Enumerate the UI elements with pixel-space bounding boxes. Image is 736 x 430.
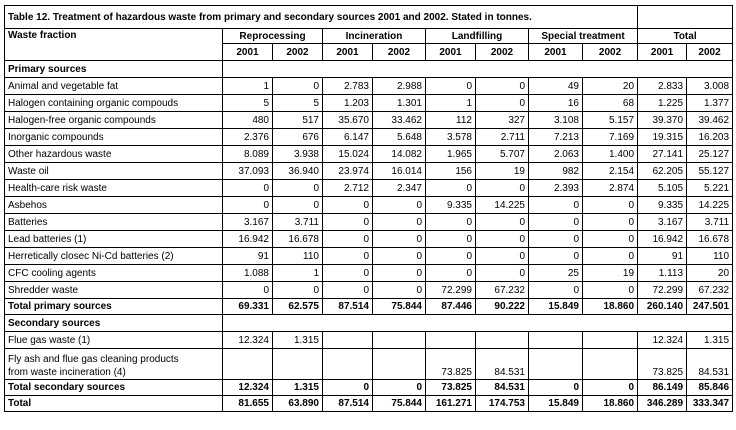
value-cell: 9.335 [638, 197, 687, 214]
value-cell: 16.678 [687, 231, 733, 248]
secondary-section-row [5, 315, 733, 332]
value-cell: 0 [583, 282, 638, 299]
value-cell: 0 [223, 282, 273, 299]
row-label-line: Fly ash and flue gas cleaning products [8, 354, 179, 365]
value-cell: 69.331 [223, 299, 273, 315]
value-cell: 90.222 [476, 299, 529, 315]
table-row [5, 214, 733, 231]
table-row [5, 95, 733, 112]
value-cell: 0 [426, 180, 476, 197]
row-label: Animal and vegetable fat [5, 78, 223, 95]
secondary-total-row [5, 380, 733, 396]
value-cell: 0 [426, 231, 476, 248]
value-cell: 2.154 [583, 163, 638, 180]
value-cell: 0 [373, 265, 426, 282]
value-cell: 0 [583, 248, 638, 265]
value-cell: 1.203 [323, 95, 373, 112]
primary-total-label: Total primary sources [5, 299, 223, 315]
value-cell: 25 [529, 265, 583, 282]
value-cell: 39.462 [687, 112, 733, 129]
value-cell: 0 [529, 282, 583, 299]
value-cell [323, 332, 373, 349]
value-cell: 110 [273, 248, 323, 265]
value-cell: 1.315 [273, 380, 323, 396]
value-cell: 1.301 [373, 95, 426, 112]
primary-total-row [5, 299, 733, 315]
value-cell: 63.890 [273, 396, 323, 412]
value-cell: 91 [223, 248, 273, 265]
year-header: 2001 [323, 44, 373, 61]
value-cell: 0 [323, 197, 373, 214]
group-landfilling: Landfilling [426, 29, 529, 44]
value-cell: 19 [583, 265, 638, 282]
value-cell: 6.147 [323, 129, 373, 146]
grand-total-label: Total [5, 396, 223, 412]
value-cell: 12.324 [223, 332, 273, 349]
waste-table-sheet [4, 5, 732, 426]
value-cell: 67.232 [687, 282, 733, 299]
value-cell: 1.965 [426, 146, 476, 163]
value-cell: 1.088 [223, 265, 273, 282]
group-incineration: Incineration [323, 29, 426, 44]
value-cell [273, 349, 323, 380]
value-cell: 16.678 [273, 231, 323, 248]
year-header: 2002 [373, 44, 426, 61]
year-header: 2001 [529, 44, 583, 61]
value-cell: 0 [583, 380, 638, 396]
value-cell: 39.370 [638, 112, 687, 129]
value-cell [373, 349, 426, 380]
table-row [5, 197, 733, 214]
row-label: Asbehos [5, 197, 223, 214]
value-cell: 0 [529, 248, 583, 265]
primary-rows [5, 78, 733, 299]
value-cell: 75.844 [373, 299, 426, 315]
value-cell: 5.707 [476, 146, 529, 163]
value-cell: 27.141 [638, 146, 687, 163]
value-cell: 0 [223, 197, 273, 214]
value-cell: 25.127 [687, 146, 733, 163]
value-cell [373, 332, 426, 349]
value-cell: 2.833 [638, 78, 687, 95]
value-cell: 0 [273, 78, 323, 95]
value-cell: 0 [373, 214, 426, 231]
value-cell: 2.347 [373, 180, 426, 197]
value-cell: 7.213 [529, 129, 583, 146]
row-label: Batteries [5, 214, 223, 231]
group-reprocessing: Reprocessing [223, 29, 323, 44]
value-cell: 346.289 [638, 396, 687, 412]
value-cell: 3.938 [273, 146, 323, 163]
value-cell: 2.376 [223, 129, 273, 146]
value-cell: 84.531 [687, 349, 733, 380]
value-cell: 86.149 [638, 380, 687, 396]
table-row [5, 78, 733, 95]
section-blank-cell [223, 61, 733, 78]
section-blank-cell [223, 315, 733, 332]
row-label: Lead batteries (1) [5, 231, 223, 248]
value-cell: 3.167 [638, 214, 687, 231]
value-cell: 517 [273, 112, 323, 129]
table-row [5, 129, 733, 146]
value-cell: 18.860 [583, 396, 638, 412]
value-cell: 0 [426, 248, 476, 265]
value-cell: 16.014 [373, 163, 426, 180]
value-cell: 55.127 [687, 163, 733, 180]
value-cell: 72.299 [426, 282, 476, 299]
value-cell: 15.849 [529, 396, 583, 412]
value-cell: 0 [529, 197, 583, 214]
value-cell [529, 332, 583, 349]
row-label: Shredder waste [5, 282, 223, 299]
value-cell: 62.575 [273, 299, 323, 315]
value-cell [583, 349, 638, 380]
waste-table [4, 5, 733, 412]
value-cell: 3.711 [687, 214, 733, 231]
value-cell [426, 332, 476, 349]
value-cell: 3.108 [529, 112, 583, 129]
value-cell: 1.377 [687, 95, 733, 112]
value-cell: 5.105 [638, 180, 687, 197]
value-cell: 2.063 [529, 146, 583, 163]
value-cell: 67.232 [476, 282, 529, 299]
value-cell: 0 [323, 214, 373, 231]
secondary-total-label: Total secondary sources [5, 380, 223, 396]
value-cell: 16.203 [687, 129, 733, 146]
value-cell: 2.988 [373, 78, 426, 95]
value-cell: 5.221 [687, 180, 733, 197]
value-cell: 0 [273, 180, 323, 197]
value-cell [529, 349, 583, 380]
table-row [5, 112, 733, 129]
value-cell: 84.531 [476, 349, 529, 380]
table-row [5, 146, 733, 163]
row-label: Herretically closec Ni-Cd batteries (2) [5, 248, 223, 265]
value-cell: 982 [529, 163, 583, 180]
value-cell: 0 [273, 282, 323, 299]
value-cell: 2.783 [323, 78, 373, 95]
value-cell: 0 [476, 231, 529, 248]
table-row [5, 332, 733, 349]
value-cell: 3.711 [273, 214, 323, 231]
value-cell: 1 [273, 265, 323, 282]
value-cell: 0 [323, 231, 373, 248]
value-cell: 0 [323, 380, 373, 396]
row-label: Halogen containing organic compouds [5, 95, 223, 112]
value-cell [476, 332, 529, 349]
value-cell: 87.514 [323, 299, 373, 315]
table-row [5, 180, 733, 197]
value-cell: 20 [687, 265, 733, 282]
value-cell: 14.225 [687, 197, 733, 214]
value-cell: 0 [476, 95, 529, 112]
table-row [5, 231, 733, 248]
title-row [5, 6, 733, 29]
value-cell: 7.169 [583, 129, 638, 146]
value-cell: 87.514 [323, 396, 373, 412]
value-cell: 1.400 [583, 146, 638, 163]
value-cell: 2.393 [529, 180, 583, 197]
value-cell: 36.940 [273, 163, 323, 180]
value-cell: 15.849 [529, 299, 583, 315]
value-cell: 16.942 [223, 231, 273, 248]
row-label: Waste oil [5, 163, 223, 180]
value-cell: 0 [529, 380, 583, 396]
value-cell: 161.271 [426, 396, 476, 412]
value-cell [583, 332, 638, 349]
value-cell: 16 [529, 95, 583, 112]
value-cell: 15.024 [323, 146, 373, 163]
value-cell: 0 [583, 197, 638, 214]
value-cell: 260.140 [638, 299, 687, 315]
value-cell: 0 [273, 197, 323, 214]
value-cell: 1.225 [638, 95, 687, 112]
value-cell: 0 [373, 248, 426, 265]
value-cell: 0 [476, 265, 529, 282]
value-cell: 0 [529, 231, 583, 248]
row-label: Halogen-free organic compounds [5, 112, 223, 129]
value-cell: 0 [476, 180, 529, 197]
value-cell: 12.324 [223, 380, 273, 396]
value-cell: 73.825 [426, 349, 476, 380]
value-cell: 75.844 [373, 396, 426, 412]
value-cell: 3.167 [223, 214, 273, 231]
value-cell: 2.711 [476, 129, 529, 146]
value-cell: 33.462 [373, 112, 426, 129]
value-cell: 20 [583, 78, 638, 95]
value-cell: 8.089 [223, 146, 273, 163]
value-cell: 5.157 [583, 112, 638, 129]
value-cell: 37.093 [223, 163, 273, 180]
row-label: Flue gas waste (1) [5, 332, 223, 349]
value-cell: 327 [476, 112, 529, 129]
secondary-section-label: Secondary sources [5, 315, 223, 332]
value-cell: 1.113 [638, 265, 687, 282]
year-header: 2002 [583, 44, 638, 61]
value-cell: 16.942 [638, 231, 687, 248]
group-total: Total [638, 29, 733, 44]
value-cell: 3.008 [687, 78, 733, 95]
value-cell: 480 [223, 112, 273, 129]
grand-total-row [5, 396, 733, 412]
value-cell [323, 349, 373, 380]
value-cell: 5 [273, 95, 323, 112]
value-cell: 0 [426, 265, 476, 282]
row-label [5, 349, 223, 380]
row-label: Other hazardous waste [5, 146, 223, 163]
value-cell: 0 [426, 78, 476, 95]
value-cell: 19 [476, 163, 529, 180]
table-row [5, 265, 733, 282]
value-cell: 676 [273, 129, 323, 146]
value-cell: 5 [223, 95, 273, 112]
value-cell: 84.531 [476, 380, 529, 396]
table-title: Table 12. Treatment of hazardous waste from primary and secondary sources 2001 and 2002. Stated in tonnes. [5, 6, 638, 29]
value-cell: 0 [323, 248, 373, 265]
value-cell: 72.299 [638, 282, 687, 299]
value-cell: 85.846 [687, 380, 733, 396]
row-label-line: from waste incineration (4) [8, 367, 126, 378]
value-cell: 14.225 [476, 197, 529, 214]
value-cell: 1 [223, 78, 273, 95]
primary-section-row [5, 61, 733, 78]
value-cell: 91 [638, 248, 687, 265]
value-cell: 0 [476, 78, 529, 95]
value-cell: 174.753 [476, 396, 529, 412]
year-header: 2001 [426, 44, 476, 61]
value-cell: 0 [373, 197, 426, 214]
primary-section-label: Primary sources [5, 61, 223, 78]
value-cell: 0 [426, 214, 476, 231]
table-row [5, 282, 733, 299]
row-label: Health-care risk waste [5, 180, 223, 197]
value-cell: 81.655 [223, 396, 273, 412]
value-cell: 0 [476, 248, 529, 265]
year-header: 2001 [638, 44, 687, 61]
value-cell: 0 [476, 214, 529, 231]
waste-fraction-header: Waste fraction [5, 29, 223, 61]
value-cell: 5.648 [373, 129, 426, 146]
value-cell: 73.825 [638, 349, 687, 380]
row-label: CFC cooling agents [5, 265, 223, 282]
value-cell: 3.578 [426, 129, 476, 146]
value-cell: 1.315 [273, 332, 323, 349]
value-cell: 9.335 [426, 197, 476, 214]
value-cell: 247.501 [687, 299, 733, 315]
value-cell: 0 [373, 282, 426, 299]
value-cell: 23.974 [323, 163, 373, 180]
year-header: 2001 [223, 44, 273, 61]
value-cell: 18.860 [583, 299, 638, 315]
value-cell: 12.324 [638, 332, 687, 349]
value-cell: 35.670 [323, 112, 373, 129]
table-row [5, 163, 733, 180]
value-cell: 49 [529, 78, 583, 95]
value-cell: 333.347 [687, 396, 733, 412]
year-header: 2002 [476, 44, 529, 61]
value-cell: 0 [373, 380, 426, 396]
group-special-treatment: Special treatment [529, 29, 638, 44]
value-cell: 110 [687, 248, 733, 265]
value-cell: 14.082 [373, 146, 426, 163]
value-cell: 0 [583, 214, 638, 231]
row-label: Inorganic compounds [5, 129, 223, 146]
table-row [5, 349, 733, 380]
group-header-row [5, 29, 733, 44]
value-cell: 1.315 [687, 332, 733, 349]
value-cell: 0 [529, 214, 583, 231]
value-cell: 0 [583, 231, 638, 248]
table-row [5, 248, 733, 265]
value-cell: 62.205 [638, 163, 687, 180]
value-cell: 156 [426, 163, 476, 180]
value-cell: 19.315 [638, 129, 687, 146]
value-cell: 0 [323, 282, 373, 299]
year-header: 2002 [273, 44, 323, 61]
value-cell: 87.446 [426, 299, 476, 315]
year-header: 2002 [687, 44, 733, 61]
value-cell: 112 [426, 112, 476, 129]
value-cell: 73.825 [426, 380, 476, 396]
value-cell: 0 [323, 265, 373, 282]
value-cell: 0 [373, 231, 426, 248]
value-cell: 1 [426, 95, 476, 112]
title-blank-cell [638, 6, 733, 29]
value-cell: 0 [223, 180, 273, 197]
value-cell [223, 349, 273, 380]
value-cell: 2.712 [323, 180, 373, 197]
value-cell: 68 [583, 95, 638, 112]
value-cell: 2.874 [583, 180, 638, 197]
